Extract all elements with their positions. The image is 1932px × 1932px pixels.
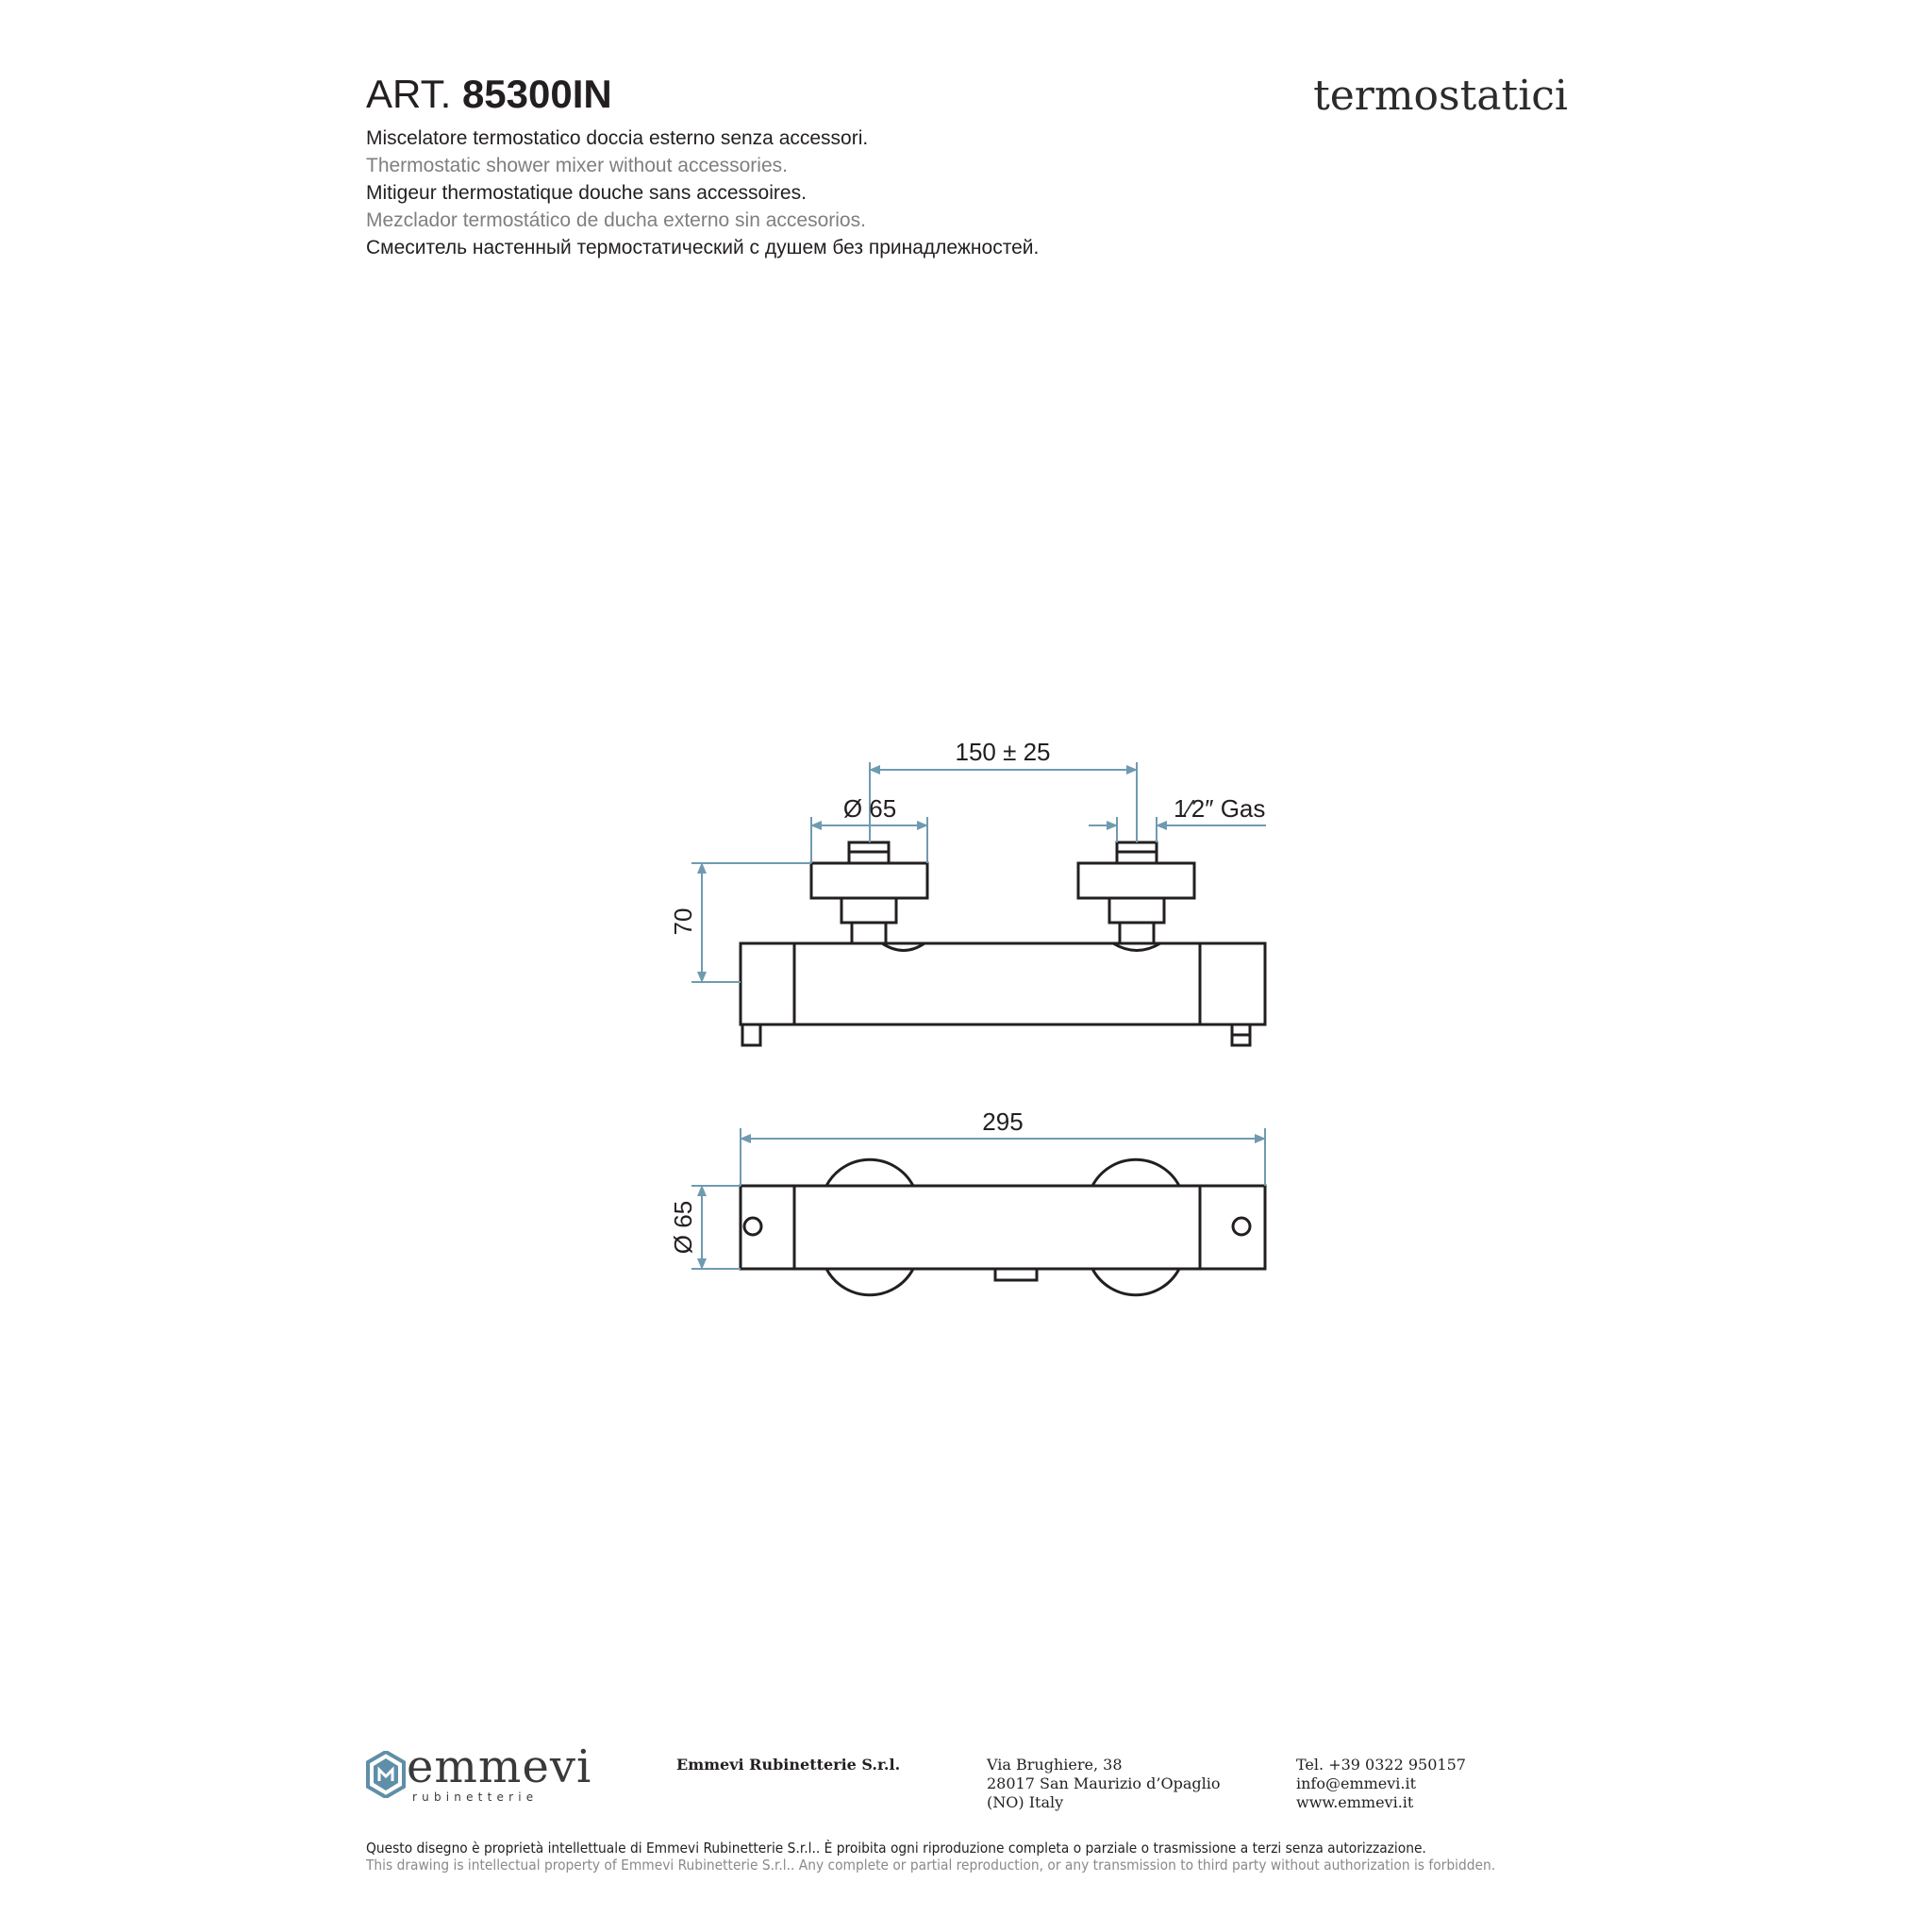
description-it: Miscelatore termostatico doccia esterno senza accessori. <box>366 127 869 149</box>
contact-phone: Tel. +39 0322 950157 <box>1296 1756 1466 1774</box>
legal-notice-it: Questo disegno è proprietà intellettuale di Emmevi Rubinetterie S.r.l.. È proibita ogni riproduzione completa o parziale o trasmissione a terzi senza autorizzazione. <box>366 1840 1426 1857</box>
top-knob-left-front <box>826 1269 913 1295</box>
front-body <box>741 943 1265 1024</box>
contact-email: info@emmevi.it <box>1296 1774 1417 1792</box>
top-knob-right-front <box>1092 1269 1179 1295</box>
category-label: termostatici <box>1313 72 1568 120</box>
dim-height: 70 <box>669 908 697 936</box>
top-view <box>741 1159 1265 1295</box>
top-outlet <box>995 1269 1037 1280</box>
front-knob-left <box>811 863 927 898</box>
top-knob-left-back <box>826 1159 913 1186</box>
company-contact <box>1296 1756 1466 1812</box>
top-knob-right-back <box>1092 1159 1179 1186</box>
company-name: Emmevi Rubinetterie S.r.l. <box>676 1756 901 1774</box>
legal-notice-en: This drawing is intellectual property of Emmevi Rubinetterie S.r.l.. Any complete or partial reproduction, or any transmission to third party without authorization is forbidden. <box>366 1857 1496 1874</box>
description-ru: Смеситель настенный термостатический с душем без принадлежностей. <box>366 237 1040 258</box>
logo-wordmark: emmevi <box>407 1740 592 1793</box>
article-number: 85300IN <box>461 72 612 116</box>
logo-subtitle: rubinetterie <box>412 1790 539 1804</box>
front-foot-left <box>742 1024 760 1045</box>
company-address <box>987 1756 1220 1812</box>
top-screw-right <box>1233 1218 1250 1235</box>
dim-body-diameter: Ø 65 <box>669 1200 697 1255</box>
dim-thread: 1⁄2″ Gas <box>1174 794 1266 823</box>
emmevi-logo-icon <box>366 1751 406 1798</box>
dim-center-distance: 150 ± 25 <box>955 738 1051 766</box>
description-fr: Mitigeur thermostatique douche sans accessoires. <box>366 182 807 204</box>
article-prefix: ART. <box>366 72 452 116</box>
front-view <box>741 842 1265 1045</box>
dim-knob-diameter: Ø 65 <box>842 794 897 823</box>
legal-notice <box>366 1840 1495 1874</box>
address-line: 28017 San Maurizio d’Opaglio <box>987 1774 1221 1792</box>
top-dimensions <box>691 1128 1265 1269</box>
front-knob-right <box>1078 863 1194 898</box>
contact-website: www.emmevi.it <box>1296 1793 1414 1811</box>
dim-total-length: 295 <box>982 1108 1024 1136</box>
address-line: (NO) Italy <box>987 1793 1064 1811</box>
top-screw-left <box>744 1218 761 1235</box>
address-line: Via Brughiere, 38 <box>987 1756 1123 1774</box>
description-es: Mezclador termostático de ducha externo sin accesorios. <box>366 209 866 231</box>
description-en: Thermostatic shower mixer without accessories. <box>366 155 788 176</box>
top-body <box>741 1186 1265 1269</box>
